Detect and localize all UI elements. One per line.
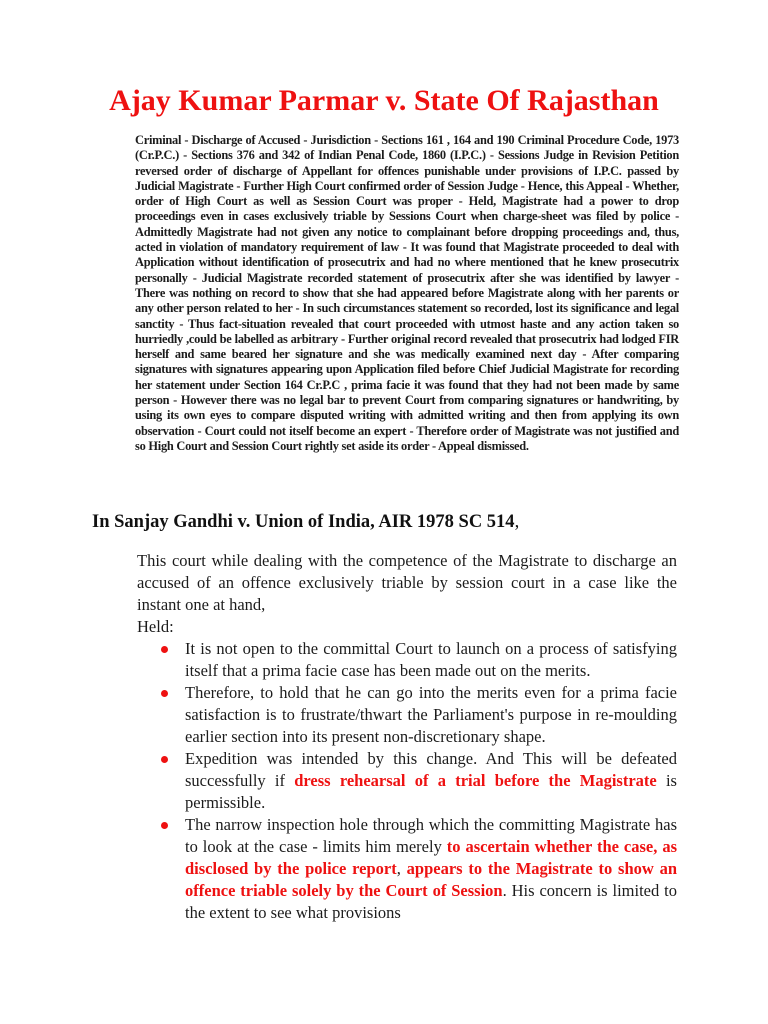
bullet-text <box>185 638 677 682</box>
plain-text: , <box>396 859 407 878</box>
case-citation-trailing-comma: , <box>514 512 520 532</box>
emphasized-red-text: to ascertain whether the case, as disclosed by the police report <box>185 837 677 878</box>
bullet-dot-icon <box>161 690 168 697</box>
bullet-dot-icon <box>161 822 168 829</box>
emphasized-red-text: appears to the Magistrate to show an offence triable solely by the Court of Session <box>185 859 678 900</box>
plain-text: The narrow inspection hole through which the committing Magistrate has to look at the case - limits him merely <box>185 815 677 856</box>
document-title: Ajay Kumar Parmar v. State Of Rajasthan <box>109 84 659 117</box>
bullet-list <box>137 638 677 924</box>
intro-paragraph: This court while dealing with the competence of the Magistrate to discharge an accused of an offence exclusively triable by session court in a case like the instant one at hand, <box>137 551 677 614</box>
list-item <box>137 682 677 748</box>
emphasized-red-text: dress rehearsal of a trial before the Magistrate <box>294 771 657 790</box>
plain-text: is permissible. <box>185 771 677 812</box>
list-item <box>137 814 677 924</box>
bullet-dot-icon <box>161 756 168 763</box>
case-citation-heading <box>92 509 692 535</box>
plain-text: Therefore, to hold that he can go into the merits even for a prima facie satisfaction is to frustrate/thwart the Parliament's purpose in re-moulding earlier section into its present non-discretionary shape. <box>185 683 677 746</box>
bullet-text <box>185 748 677 814</box>
held-label: Held: <box>137 617 174 636</box>
plain-text: . His concern is limited to the extent to see what provisions <box>185 881 677 922</box>
bullet-dot-icon <box>161 646 168 653</box>
bullet-text <box>185 682 677 748</box>
plain-text: It is not open to the committal Court to launch on a process of satisfying itself that a prima facie case has been made out on the merits. <box>185 639 677 680</box>
headnote-paragraph: Criminal - Discharge of Accused - Jurisdiction - Sections 161 , 164 and 190 Criminal Procedure Code, 1973 (Cr.P.C.) - Sections 376 and 342 of Indian Penal Code, 1860 (I.P.C.) - Sessions Judge in Revision Petition reversed order of discharge of Appellant for offences punishable under provisions of I.P.C. passed by Judicial Magistrate - Further High Court confirmed order of Session Judge - Hence, this Appeal - Whether, order of High Court as well as Session Court was proper - Held, Magistrate had a power to drop proceedings even in cases exclusively triable by Sessions Court when charge-sheet was filed by police - Admittedly Magistrate had not given any notice to complainant before dropping proceedings and, thus, acted in violation of mandatory requirement of law - It was found that Magistrate proceeded to deal with Application without identification of prosecutrix and had no where mentioned that he knew prosecutrix personally - Judicial Magistrate recorded statement of prosecutrix after she was identified by lawyer - There was nothing on record to show that she had appeared before Magistrate along with her parents or any other person related to her - In such circumstances statement so recorded, lost its significance and legal sanctity - Thus fact-situation revealed that court proceeded with utmost haste and any action taken so hurriedly ,could be labelled as arbitrary - Further original record revealed that prosecutrix had lodged FIR herself and same beared her signature and she was medically examined next day - After comparing signatures with signatures appearing upon Application filed before Chief Judicial Magistrate for recording her statement under Section 164 Cr.P.C , prima facie it was found that they had not been made by same person - However there was no legal bar to prevent Court from comparing signatures or handwriting, by using its own eyes to compare disputed writing with admitted writing and then from applying its own observation - Court could not itself become an expert - Therefore order of Magistrate was not justified and so High Court and Session Court rightly set aside its order - Appeal dismissed. <box>135 133 679 453</box>
bullet-text <box>185 814 677 924</box>
list-item <box>137 748 677 814</box>
case-citation-text: In Sanjay Gandhi v. Union of India, AIR 1978 SC 514 <box>92 512 515 532</box>
plain-text: Expedition was intended by this change. And This will be defeated successfully if <box>185 749 677 790</box>
body-text-block <box>137 550 677 924</box>
list-item <box>137 638 677 682</box>
